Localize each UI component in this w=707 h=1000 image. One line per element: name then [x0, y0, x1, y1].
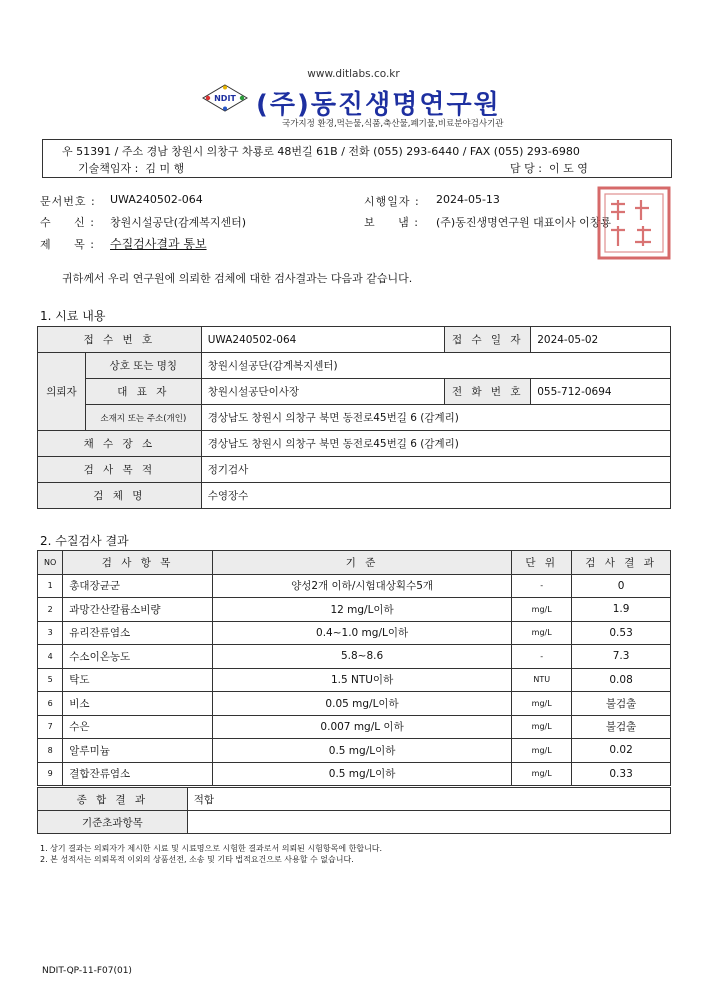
contact-label: 담 당 : [510, 162, 542, 175]
row-result: 불검출 [572, 692, 671, 716]
row-standard: 0.4~1.0 mg/L이하 [212, 621, 511, 645]
result-row [38, 668, 671, 692]
client-label: 의뢰자 [38, 353, 86, 431]
notes [40, 843, 382, 865]
row-result: 7.3 [572, 645, 671, 669]
rep-label: 대 표 자 [85, 379, 201, 405]
row-standard: 양성2개 이하/시험대상획수5개 [212, 574, 511, 598]
phone-label: 전 화 번 호 [445, 379, 531, 405]
rep-name: 창원시설공단이사장 [201, 379, 445, 405]
row-item: 과망간산칼륨소비량 [63, 598, 213, 622]
row-standard: 0.007 mg/L 이하 [212, 715, 511, 739]
purpose-label: 검 사 목 적 [38, 457, 202, 483]
row-item: 탁도 [63, 668, 213, 692]
row-unit: - [512, 574, 572, 598]
col-item: 검 사 항 목 [63, 551, 213, 575]
row-unit: mg/L [512, 621, 572, 645]
row-unit: mg/L [512, 598, 572, 622]
row-unit: NTU [512, 668, 572, 692]
addr-label: 소재지 또는 주소(개인) [85, 405, 201, 431]
exceed-items [187, 811, 670, 834]
row-result: 0.53 [572, 621, 671, 645]
sampling-location: 경상남도 창원시 의창구 북면 동전로45번길 6 (감계리) [201, 431, 670, 457]
sample-info-table [37, 326, 671, 509]
overall-result: 적합 [187, 788, 670, 811]
client-address: 경상남도 창원시 의창구 북면 동전로45번길 6 (감계리) [201, 405, 670, 431]
company-logo [202, 84, 248, 112]
result-row [38, 715, 671, 739]
result-row [38, 739, 671, 763]
sampling-label: 채 수 장 소 [38, 431, 202, 457]
row-no: 8 [38, 739, 63, 763]
date-label: 시행일자 : [364, 195, 420, 208]
sender: (주)동진생명연구원 대표이사 이창룡 [436, 216, 611, 229]
result-row [38, 762, 671, 786]
tech-manager-name: 김 미 행 [145, 162, 185, 175]
sender-label: 보 냄 : [364, 216, 419, 229]
row-item: 수소이온농도 [63, 645, 213, 669]
receipt-no-label: 접 수 번 호 [38, 327, 202, 353]
col-no: NO [38, 551, 63, 575]
contact-person [510, 160, 588, 176]
form-code: NDIT-QP-11-F07(01) [42, 966, 132, 976]
tech-manager-label: 기술책임자 : [78, 162, 139, 175]
row-standard: 0.5 mg/L이하 [212, 762, 511, 786]
row-result: 0.08 [572, 668, 671, 692]
doc-no: UWA240502-064 [110, 193, 203, 206]
summary-table [37, 787, 671, 834]
receipt-date: 2024-05-02 [531, 327, 671, 353]
results-table [37, 550, 671, 786]
phone: 055-712-0694 [531, 379, 671, 405]
row-no: 5 [38, 668, 63, 692]
website-url: www.ditlabs.co.kr [307, 68, 400, 80]
recipient-label: 수 신 : [40, 216, 95, 229]
contact-name: 이 도 영 [548, 162, 588, 175]
doc-no-label: 문서번호 : [40, 195, 96, 208]
row-standard: 5.8~8.6 [212, 645, 511, 669]
company-subtitle: 국가지정 환경,먹는물,식품,축산물,폐기물,비료분야검사기관 [282, 119, 504, 129]
col-result: 검 사 결 과 [572, 551, 671, 575]
row-unit: mg/L [512, 762, 572, 786]
row-standard: 12 mg/L이하 [212, 598, 511, 622]
row-standard: 0.5 mg/L이하 [212, 739, 511, 763]
section2-title: 2. 수질검사 결과 [40, 534, 129, 548]
row-no: 3 [38, 621, 63, 645]
intro-text: 귀하께서 우리 연구원에 의뢰한 검체에 대한 검사결과는 다음과 같습니다. [62, 272, 413, 285]
result-row [38, 598, 671, 622]
overall-label: 종 합 결 과 [38, 788, 188, 811]
row-item: 결합잔류염소 [63, 762, 213, 786]
receipt-no: UWA240502-064 [201, 327, 445, 353]
row-item: 수은 [63, 715, 213, 739]
col-standard: 기 준 [212, 551, 511, 575]
date: 2024-05-13 [436, 193, 500, 206]
exceed-label: 기준초과항목 [38, 811, 188, 834]
company-name: 창원시설공단(감계복지센터) [201, 353, 670, 379]
row-unit: mg/L [512, 739, 572, 763]
row-unit: - [512, 645, 572, 669]
row-result: 1.9 [572, 598, 671, 622]
row-standard: 0.05 mg/L이하 [212, 692, 511, 716]
result-row [38, 574, 671, 598]
result-row [38, 621, 671, 645]
tech-manager [78, 160, 184, 176]
row-result: 0.33 [572, 762, 671, 786]
row-result: 불검출 [572, 715, 671, 739]
row-item: 총대장균군 [63, 574, 213, 598]
specimen-label: 검 체 명 [38, 483, 202, 509]
row-result: 0.02 [572, 739, 671, 763]
row-item: 유리잔류염소 [63, 621, 213, 645]
subject: 수질검사결과 통보 [110, 237, 207, 251]
specimen: 수영장수 [201, 483, 670, 509]
company-title: (주)동진생명연구원 [256, 90, 501, 120]
row-item: 알루미늄 [63, 739, 213, 763]
row-standard: 1.5 NTU이하 [212, 668, 511, 692]
row-unit: mg/L [512, 692, 572, 716]
row-no: 4 [38, 645, 63, 669]
row-no: 7 [38, 715, 63, 739]
receipt-date-label: 접 수 일 자 [445, 327, 531, 353]
note-2: 2. 본 성적서는 의뢰목적 이외의 상품선전, 소송 및 기타 법적요건으로 사용할 수 없습니다. [40, 855, 354, 864]
note-1: 1. 상기 결과는 의뢰자가 제시한 시료 및 시료명으로 시험한 결과로서 의뢰된 시험항목에 한합니다. [40, 844, 383, 853]
subject-label: 제 목 : [40, 238, 95, 251]
logo-text: NDIT [214, 94, 236, 103]
row-no: 1 [38, 574, 63, 598]
section1-title: 1. 시료 내용 [40, 309, 106, 323]
row-no: 6 [38, 692, 63, 716]
company-label: 상호 또는 명칭 [85, 353, 201, 379]
recipient: 창원시설공단(감계복지센터) [110, 216, 247, 229]
col-unit: 단 위 [512, 551, 572, 575]
row-result: 0 [572, 574, 671, 598]
row-no: 9 [38, 762, 63, 786]
address-line: 우 51391 / 주소 경남 창원시 의창구 차룡로 48번길 61B / 전화 (055) 293-6440 / FAX (055) 293-6980 [62, 145, 580, 158]
company-seal-icon [597, 186, 671, 260]
result-row [38, 645, 671, 669]
result-row [38, 692, 671, 716]
row-item: 비소 [63, 692, 213, 716]
row-unit: mg/L [512, 715, 572, 739]
row-no: 2 [38, 598, 63, 622]
purpose: 정기검사 [201, 457, 670, 483]
